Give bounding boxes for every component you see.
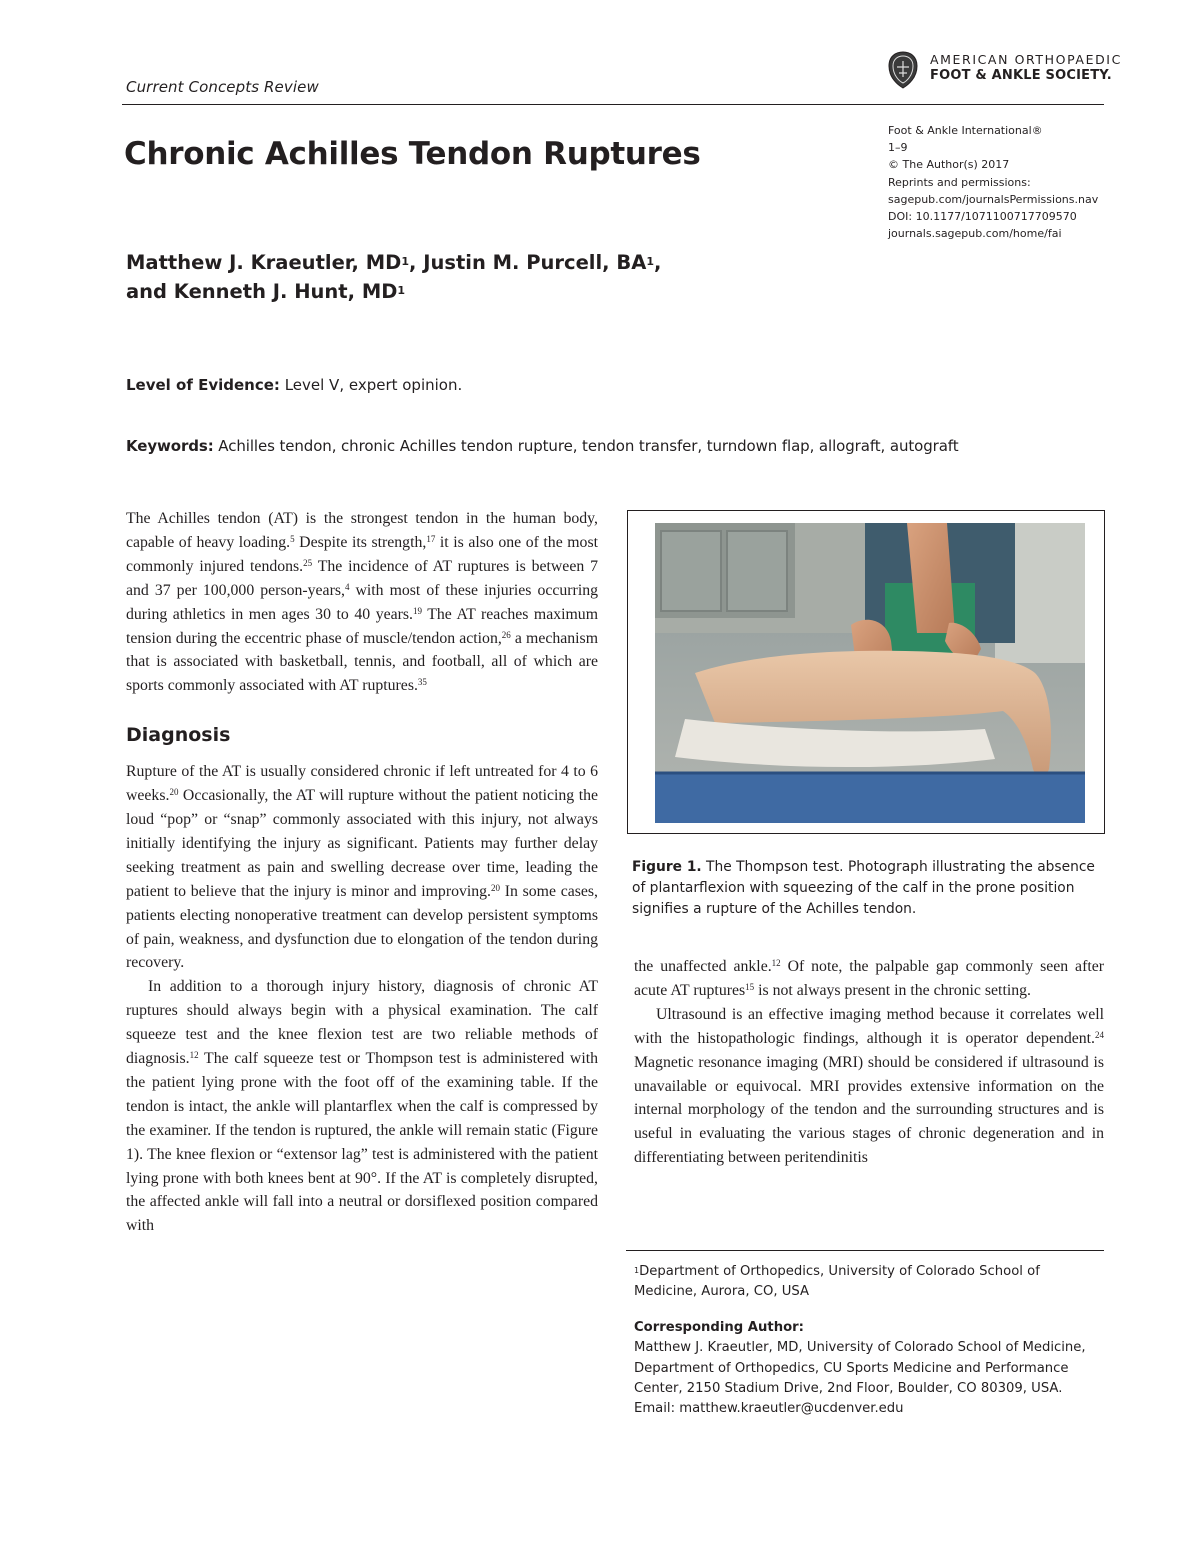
corresponding-author-line: Center, 2150 Stadium Drive, 2nd Floor, Boulder, CO 80309, USA. [634, 1381, 1063, 1397]
corresponding-author-line: Department of Orthopedics, CU Sports Medicine and Performance [634, 1360, 1069, 1376]
header-rule [122, 104, 1104, 105]
journal-home-link[interactable]: journals.sagepub.com/home/fai [888, 227, 1062, 241]
journal-name: Foot & Ankle International® [888, 124, 1043, 137]
permissions-link[interactable]: sagepub.com/journalsPermissions.nav [888, 192, 1099, 206]
footnotes [634, 1262, 1104, 1420]
reprints-label: Reprints and permissions: [888, 175, 1031, 189]
citation-ref[interactable]: 12 [189, 1050, 199, 1061]
diagnosis-paragraph-1 [126, 760, 598, 975]
section-heading-diagnosis: Diagnosis [126, 724, 231, 747]
body-text: Ultrasound is an effective imaging method because it correlates well with the histopathologic findings, although it is operator dependent. [634, 1005, 1104, 1047]
body-text: Rupture of the AT is usually considered chronic if left untreated for 4 to 6 weeks. [126, 763, 598, 805]
affiliation-mark: 1 [646, 255, 654, 268]
section-label: Current Concepts Review [126, 78, 319, 96]
body-text: Magnetic resonance imaging (MRI) should be considered if ultrasound is unavailable or equivocal. MRI provides extensive information on the internal morphology of the tendon and the surrounding structures and is useful in evaluating the various stages of chronic degeneration and in differentiating between peritendinitis [634, 1053, 1104, 1167]
body-text: Of note, the palpable gap commonly seen after acute AT ruptures [634, 958, 1104, 999]
level-of-evidence-value: Level V, expert opinion. [279, 376, 463, 394]
keywords-value: Achilles tendon, chronic Achilles tendon rupture, tendon transfer, turndown flap, allograft, autograft [213, 437, 959, 455]
affiliation-mark: 1 [634, 1266, 640, 1275]
author-separator: , [409, 251, 424, 274]
body-column-right [634, 955, 1104, 1170]
figure-caption [632, 857, 1102, 920]
body-text: The incidence of AT ruptures is between 7 and 37 per 100,000 person-years, [126, 557, 598, 599]
body-text: it is also one of the most commonly injured tendons. [126, 533, 598, 575]
keywords [126, 437, 959, 455]
author-line-2 [126, 277, 661, 306]
diagnosis-paragraph-2 [126, 975, 598, 1238]
journal-info [888, 122, 1098, 242]
footnote-rule [626, 1250, 1104, 1251]
body-text: a mechanism that is associated with basketball, tennis, and football, all of which are sports commonly associated with AT ruptures. [126, 629, 598, 695]
society-seal-icon [886, 50, 920, 90]
author-name: Kenneth J. Hunt, MD [173, 280, 398, 303]
intro-paragraph [126, 507, 598, 698]
body-text: Despite its strength, [294, 533, 427, 551]
body-text: In addition to a thorough injury history, diagnosis of chronic AT ruptures should always begin with a physical examination. The calf squeeze test and the knee flexion test are two reliable methods of diagnosis. [126, 978, 598, 1068]
citation-ref[interactable]: 5 [290, 533, 295, 544]
figure-label: Figure 1. [632, 859, 702, 875]
right-paragraph-1 [634, 955, 1104, 1003]
citation-ref[interactable]: 17 [426, 533, 436, 544]
page-range: 1–9 [888, 141, 908, 155]
author-conjunction: and [126, 280, 174, 303]
citation-ref[interactable]: 26 [501, 629, 511, 640]
body-text: Occasionally, the AT will rupture without the patient noticing the loud “pop” or “snap” commonly associated with this injury, not always initially identifying the injury as significant. Patients may further delay seeking treatment as pain and swelling decrease over time, leading the patient to believe that the injury is minor and improving. [126, 787, 598, 900]
citation-ref[interactable]: 12 [771, 958, 781, 968]
author-line-1 [126, 248, 661, 277]
article-title: Chronic Achilles Tendon Ruptures [124, 136, 701, 172]
right-paragraph-2 [634, 1003, 1104, 1170]
body-text: The Achilles tendon (AT) is the strongest tendon in the human body, capable of heavy loading. [126, 510, 598, 551]
body-text: In some cases, patients electing nonoperative treatment can develop persistent symptoms of pain, weakness, and dysfunction due to elongation of the tendon during recovery. [126, 882, 598, 972]
citation-ref[interactable]: 19 [412, 605, 422, 616]
citation-ref[interactable]: 15 [745, 981, 755, 992]
keywords-label: Keywords: [126, 437, 214, 455]
citation-ref[interactable]: 25 [303, 557, 313, 568]
author-name: Matthew J. Kraeutler, MD [126, 251, 402, 274]
affiliation-text: Department of Orthopedics, University of Colorado School of Medicine, Aurora, CO, USA [634, 1264, 1040, 1300]
society-name-line2: FOOT & ANKLE SOCIETY. [930, 68, 1112, 83]
thompson-test-photo [655, 523, 1085, 823]
author-list [126, 248, 661, 306]
author-name: Justin M. Purcell, BA [423, 251, 647, 274]
society-logo [886, 50, 1122, 92]
figure-1 [627, 510, 1105, 834]
copyright: © The Author(s) 2017 [888, 158, 1010, 172]
body-text: The calf squeeze test or Thompson test is administered with the patient lying prone with the foot off of the examining table. If the tendon is intact, the ankle will plantarflex when the calf is compressed by the examiner. If the tendon is ruptured, the ankle will remain static (Figure 1). The knee flexion or “extensor lag” test is administered with the patient lying prone with both knees bent at 90°. If the AT is completely disrupted, the affected ankle will fall into a neutral or dorsiflexed position compared with [126, 1050, 598, 1235]
citation-ref[interactable]: 20 [169, 787, 179, 798]
corresponding-author-line: Matthew J. Kraeutler, MD, University of Colorado School of Medicine, [634, 1340, 1086, 1356]
citation-ref[interactable]: 35 [417, 677, 427, 688]
citation-ref[interactable]: 24 [1095, 1029, 1104, 1040]
figure-caption-text: The Thompson test. Photograph illustrating the absence of plantarflexion with squeezing of the calf in the prone position signifies a rupture of the Achilles tendon. [632, 859, 1095, 917]
affiliation-mark: 1 [401, 255, 409, 268]
body-text: is not always present in the chronic setting. [754, 981, 1031, 999]
citation-ref[interactable]: 4 [344, 581, 350, 592]
doi[interactable]: DOI: 10.1177/1071100717709570 [888, 210, 1077, 224]
society-name-line1: AMERICAN ORTHOPAEDIC [930, 52, 1122, 67]
level-of-evidence-label: Level of Evidence: [126, 376, 280, 394]
corresponding-author-email[interactable]: Email: matthew.kraeutler@ucdenver.edu [634, 1401, 904, 1417]
body-text: The AT reaches maximum tension during the eccentric phase of muscle/tendon action, [126, 605, 598, 647]
affiliation-mark: 1 [397, 284, 406, 297]
level-of-evidence [126, 376, 462, 394]
author-separator: , [653, 251, 662, 274]
body-text: with most of these injuries occurring during athletics in men ages 30 to 40 years. [126, 581, 598, 623]
corresponding-author-label: Corresponding Author: [634, 1319, 804, 1335]
body-column-left [126, 507, 598, 1238]
citation-ref[interactable]: 20 [491, 882, 501, 893]
affiliation-footnote [634, 1262, 1104, 1303]
body-text: the unaffected ankle. [634, 958, 772, 975]
